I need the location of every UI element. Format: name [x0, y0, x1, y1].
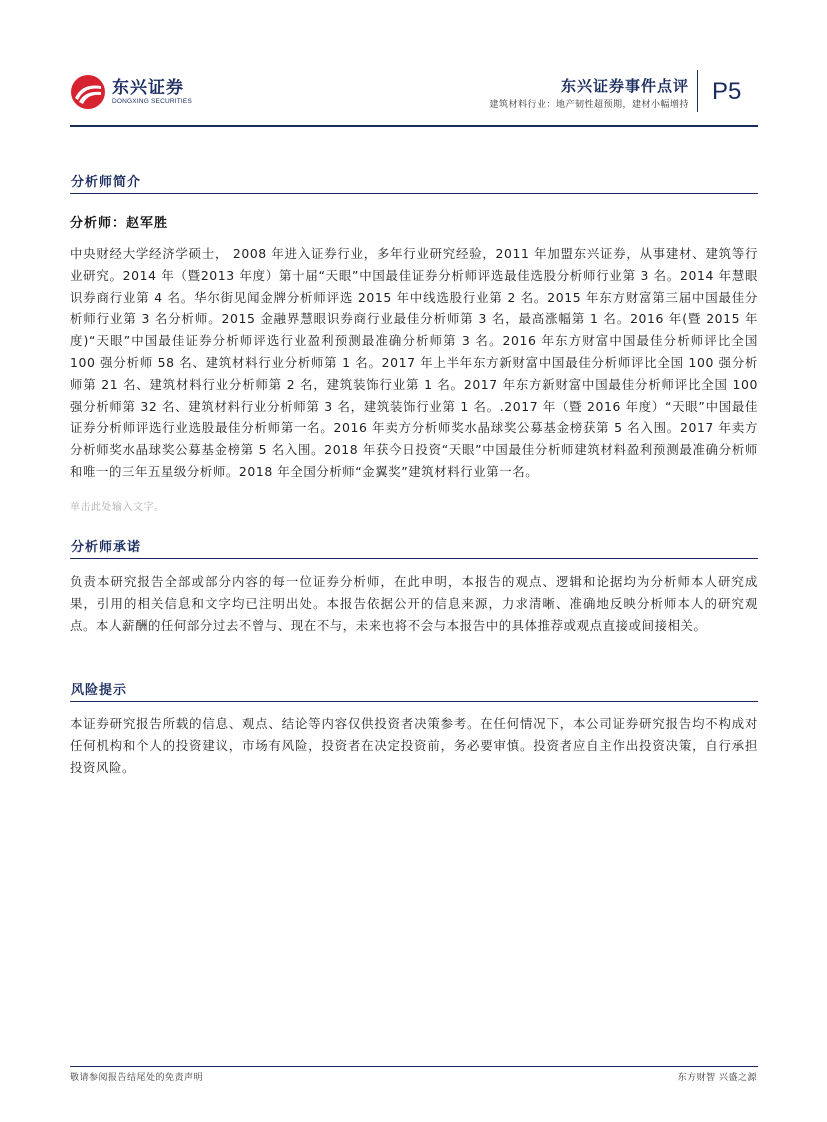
- section-header-analyst-intro: [70, 172, 758, 194]
- footer-slogan: 东方财智 兴盛之源: [677, 1073, 757, 1083]
- report-subtitle: 建筑材料行业：地产韧性超预期，建材小幅增持: [489, 100, 689, 110]
- text-placeholder[interactable]: 单击此处输入文字。: [70, 502, 165, 513]
- company-logo: [70, 72, 210, 112]
- footer-rule: [70, 1066, 758, 1067]
- risk-notice-text: 本证券研究报告所载的信息、观点、结论等内容仅供投资者决策参考。在任何情况下，本公司证券研究报告均不构成对任何机构和个人的投资建议，市场有风险，投资者在决定投资前，务必要审慎。投资者应自主作出投资决策，自行承担投资风险。: [70, 716, 758, 775]
- section-header-risk-notice: [70, 680, 758, 702]
- report-type-title: 东兴证券事件点评: [560, 77, 689, 95]
- header-rule: [70, 125, 758, 127]
- section-title: 分析师承诺: [71, 540, 142, 555]
- dongxing-logo-icon: [70, 74, 106, 110]
- analyst-bio: 中央财经大学经济学硕士， 2008 年进入证券行业，多年行业研究经验，2011 年加盟东兴证券，从事建材、建筑等行业研究。2014 年（暨2013 年度）第十届“天眼”中国最佳证券分析师评选最佳选股分析师行业第 3 名。2014 年慧眼识券商行业第 4 名。华尔街见闻金牌分析师评选 2015 年中线选股行业第 2 名。2015 年东方财富第三届中国最佳分析师行业第 3 名分析师。2015 金融界慧眼识券商行业最佳分析师第 3 名，最高涨幅第 1 名。2016 年(暨 2015 年度)“天眼”中国最佳证券分析师评选行业盈利预测最准确分析师第 3 名。2016 年东方财富中国最佳分析师评比全国 100 强分析师 58 名、建筑材料行业分析师第 1 名。2017 年上半年东方新财富中国最佳分析师评比全国 100 强分析师第 21 名、建筑材料行业分析师第 2 名，建筑装饰行业第 1 名。2017 年东方新财富中国最佳分析师评比全国 100 强分析师第 32 名、建筑材料行业分析师第 3 名，建筑装饰行业第 1 名。.2017 年（暨 2016 年度）“天眼”中国最佳证券分析师评选行业选股最佳分析师第一名。2016 年卖方分析师奖水晶球奖公募基金榜获第 5 名入围。2017 年卖方分析师奖水晶球奖公募基金榜第 5 名入围。2018 年获今日投资“天眼”中国最佳分析师建筑材料盈利预测最准确分析师和唯一的三年五星级分析师。2018 年全国分析师“金翼奖”建筑材料行业第一名。: [70, 246, 758, 479]
- section-title: 分析师简介: [71, 175, 142, 190]
- analyst-commitment-text: 负责本研究报告全部或部分内容的每一位证券分析师，在此申明，本报告的观点、逻辑和论据均为分析师本人研究成果，引用的相关信息和文字均已注明出处。本报告依据公开的信息来源，力求清晰、准确地反映分析师本人的研究观点。本人薪酬的任何部分过去不曾与、现在不与，未来也将不会与本报告中的具体推荐或观点直接或间接相关。: [70, 574, 758, 633]
- header-divider: [697, 70, 698, 112]
- section-title: 风险提示: [71, 683, 128, 698]
- footer-disclaimer-note: 敬请参阅报告结尾处的免责声明: [70, 1073, 204, 1083]
- logo-chinese-name: 东兴证券: [112, 78, 184, 98]
- page-number: P5: [712, 78, 742, 105]
- section-header-analyst-commitment: [70, 537, 758, 559]
- analyst-name: 分析师：赵军胜: [70, 216, 169, 231]
- logo-english-name: DONGXING SECURITIES: [112, 98, 193, 105]
